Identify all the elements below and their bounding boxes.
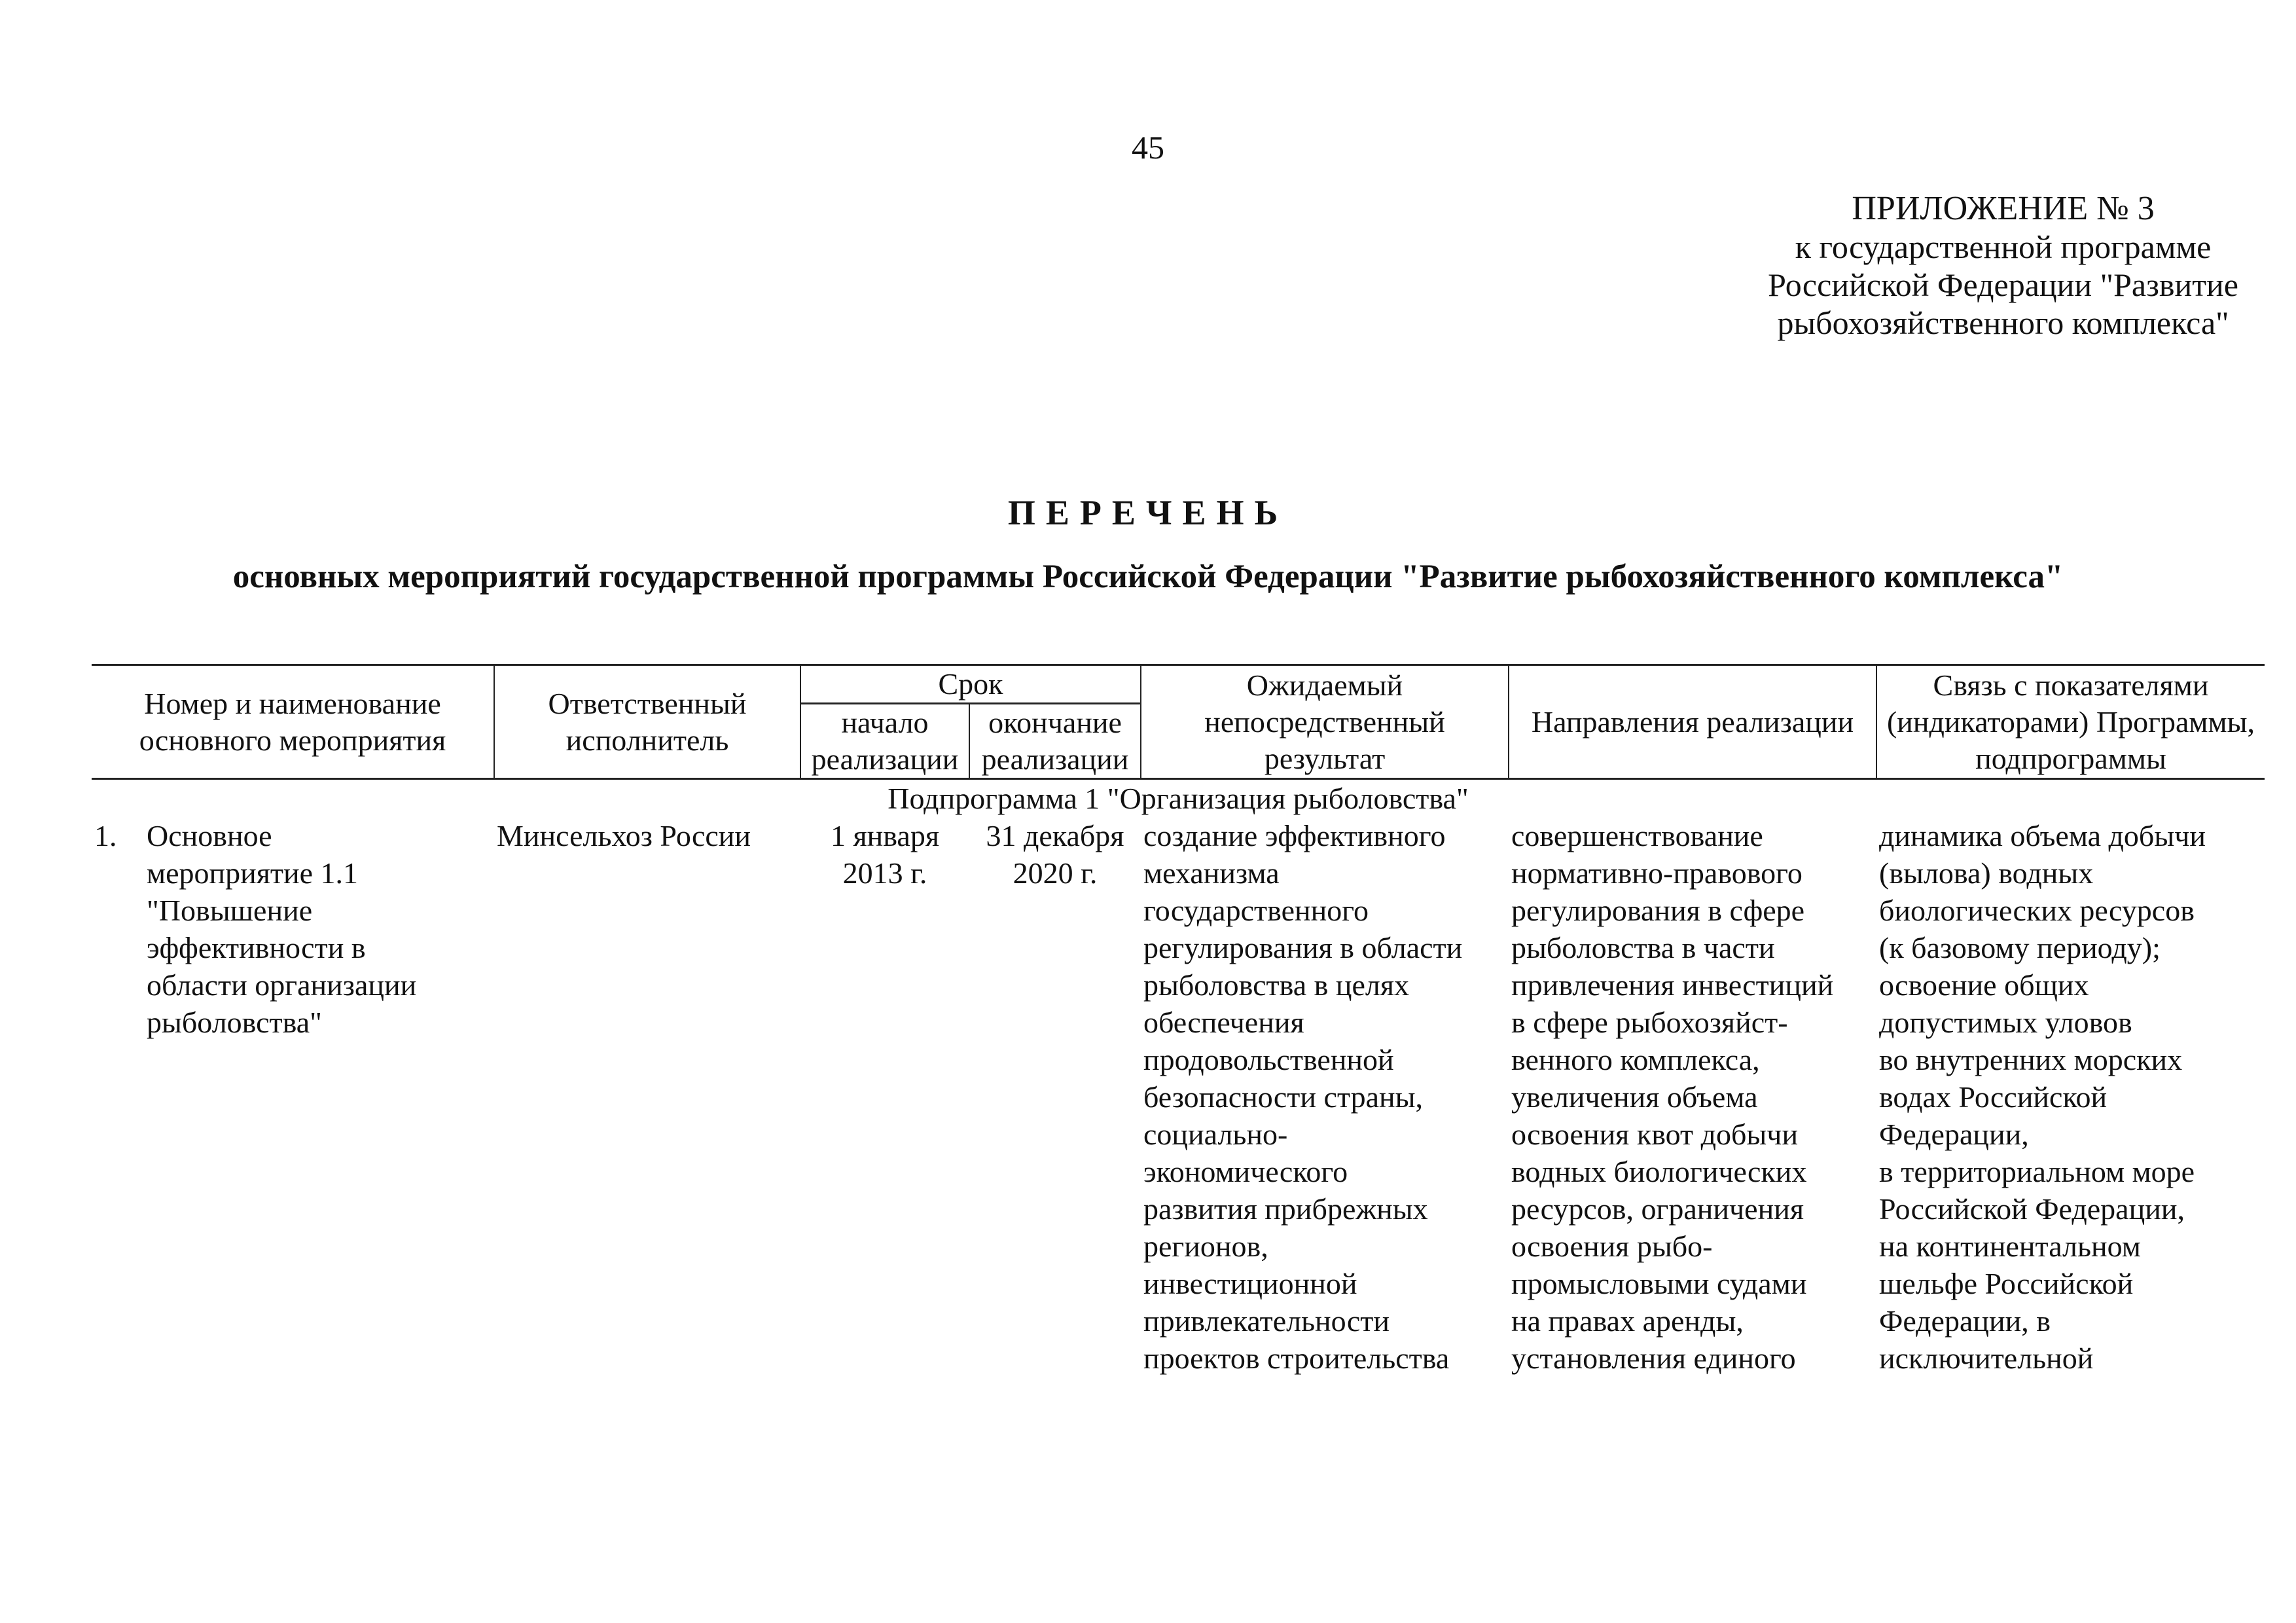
document-subtitle: основных мероприятий государственной программы Российской Федерации "Развитие рыбохозяйственного комплекса" [232,558,2064,595]
header-end: окончание реализации [969,704,1141,779]
subprogram-title: Подпрограмма 1 "Организация рыболовства" [888,782,1469,815]
table-row [92,817,2265,1377]
appendix-line: к государственной программе [1795,228,2212,265]
subprogram-row [92,779,2265,818]
appendix-line: Российской Федерации "Развитие [1768,266,2238,303]
header-start: начало реализации [800,704,969,779]
end-date-cell: 31 декабря 2020 г. [986,819,1124,890]
header-term: Срок [800,665,1141,704]
measure-name: Основное мероприятие 1.1 "Повышение эффективности в области организации рыболовства" [147,819,417,1039]
executor-cell: Минсельхоз России [497,819,751,852]
header-name: Номер и наименование основного мероприятия [92,665,494,779]
header-row [92,665,2265,704]
appendix-line: рыбохозяйственного комплекса" [1777,304,2229,341]
header-indicators: Связь с показателями (индикаторами) Программы, подпрограммы [1876,665,2265,779]
header-executor: Ответственный исполнитель [494,665,800,779]
appendix-block [1768,190,2238,342]
indicators-cell: динамика объема добычи (вылова) водных биологических ресурсов (к базовому периоду); освоение общих допустимых уловов во внутренних морских водах Российской Федерации, в территориальном море Российской Федерации, на континентальном шельфе Российской Федерации, в исключительной [1879,819,2206,1375]
result-cell: создание эффективного механизма государственного регулирования в области рыболовства в целях обеспечения продовольственной безопасности страны, социально- экономического развития прибрежных регионов, инвестиционной привлекательности проектов строительства [1143,819,1463,1375]
page-number: 45 [1132,129,1164,166]
document-title: ПЕРЕЧЕНЬ [1007,493,1289,532]
header-directions: Направления реализации [1509,665,1876,779]
header-result: Ожидаемый непосредственный результат [1141,665,1509,779]
measures-table [92,664,2265,1377]
start-date-cell: 1 января 2013 г. [831,819,939,890]
measure-number: 1. [94,819,117,852]
directions-cell: совершенствование нормативно-правового регулирования в сфере рыболовства в части привлечения инвестиций в сфере рыбохозяйст- венного комплекса, увеличения объема освоения квот добычи водных биологических ресурсов, ограничения освоения рыбо- промысловыми судами на правах аренды, установления единого [1511,819,1834,1375]
appendix-title: ПРИЛОЖЕНИЕ № 3 [1852,190,2155,227]
measure-cell [92,817,494,1377]
